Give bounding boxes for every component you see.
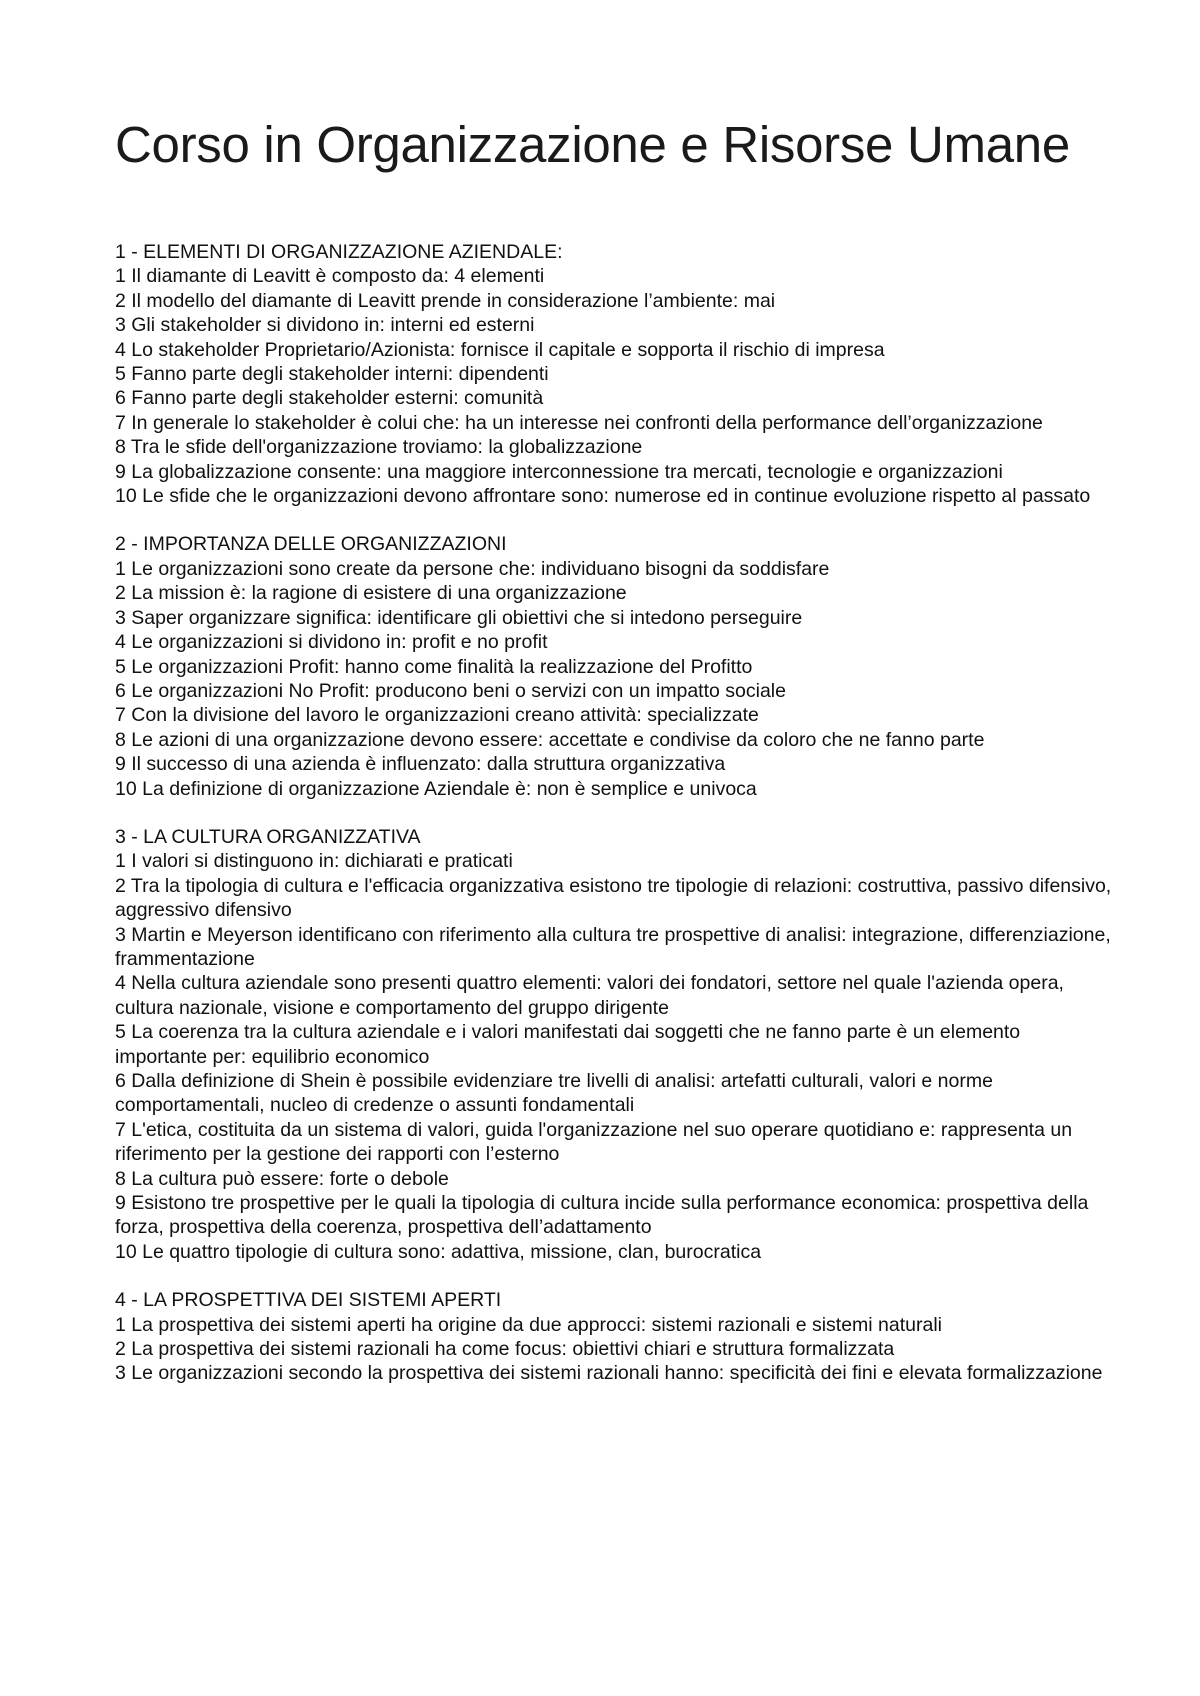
list-item: 2 La mission è: la ragione di esistere di una organizzazione <box>115 582 627 605</box>
list-item: 3 Martin e Meyerson identificano con riferimento alla cultura tre prospettive di analisi: integrazione, differenziazione, frammentazione <box>115 923 1111 970</box>
list-item: 5 Le organizzazioni Profit: hanno come finalità la realizzazione del Profitto <box>115 655 753 678</box>
list-item: 3 Gli stakeholder si dividono in: interni ed esterni <box>115 314 535 337</box>
section-heading: 2 - IMPORTANZA DELLE ORGANIZZAZIONI <box>115 533 507 556</box>
list-item: 10 La definizione di organizzazione Aziendale è: non è semplice e univoca <box>115 777 757 800</box>
list-item: 5 Fanno parte degli stakeholder interni: dipendenti <box>115 363 549 386</box>
list-item: 8 Le azioni di una organizzazione devono essere: accettate e condivise da coloro che ne fanno parte <box>115 728 985 751</box>
list-item: 9 Il successo di una azienda è influenzato: dalla struttura organizzativa <box>115 753 726 776</box>
list-item: 1 I valori si distinguono in: dichiarati e praticati <box>115 850 513 873</box>
list-item: 2 Tra la tipologia di cultura e l'efficacia organizzativa esistono tre tipologie di relazioni: costruttiva, passivo difensivo, aggressivo difensivo <box>115 874 1112 922</box>
list-item: 2 La prospettiva dei sistemi razionali ha come focus: obiettivi chiari e struttura formalizzata <box>115 1338 895 1361</box>
list-item: 5 La coerenza tra la cultura aziendale e i valori manifestati dai soggetti che ne fanno parte è un elemento importante per: equilibrio economico <box>115 1021 1021 1068</box>
section-heading: 3 - LA CULTURA ORGANIZZATIVA <box>115 825 421 848</box>
list-item: 3 Le organizzazioni secondo la prospettiva dei sistemi razionali hanno: specificità dei fini e elevata formalizzazione <box>115 1362 1103 1385</box>
list-item: 1 Il diamante di Leavitt è composto da: 4 elementi <box>115 265 545 288</box>
list-item: 9 Esistono tre prospettive per le quali la tipologia di cultura incide sulla performance economica: prospettiva della forza, prospettiva della coerenza, prospettiva dell’adattamento <box>115 1192 1089 1239</box>
list-item: 9 La globalizzazione consente: una maggiore interconnessione tra mercati, tecnologie e organizzazioni <box>115 460 1003 483</box>
list-item: 7 In generale lo stakeholder è colui che: ha un interesse nei confronti della performance dell’organizzazione <box>115 411 1043 434</box>
list-item: 10 Le sfide che le organizzazioni devono affrontare sono: numerose ed in continue evoluzione rispetto al passato <box>115 485 1091 508</box>
list-item: 6 Fanno parte degli stakeholder esterni: comunità <box>115 387 544 410</box>
list-item: 8 Tra le sfide dell'organizzazione troviamo: la globalizzazione <box>115 436 643 459</box>
section-1 <box>115 240 1115 508</box>
list-item: 6 Le organizzazioni No Profit: producono beni o servizi con un impatto sociale <box>115 679 786 702</box>
list-item: 3 Saper organizzare significa: identificare gli obiettivi che si intedono perseguire <box>115 606 803 629</box>
section-heading: 1 - ELEMENTI DI ORGANIZZAZIONE AZIENDALE: <box>115 241 563 263</box>
page-title: Corso in Organizzazione e Risorse Umane <box>115 116 1070 173</box>
list-item: 7 Con la divisione del lavoro le organizzazioni creano attività: specializzate <box>115 704 759 727</box>
list-item: 6 Dalla definizione di Shein è possibile evidenziare tre livelli di analisi: artefatti culturali, valori e norme comportamentali, nucleo di credenze o assunti fondamentali <box>115 1070 993 1117</box>
list-item: 7 L'etica, costituita da un sistema di valori, guida l'organizzazione nel suo operare quotidiano e: rappresenta un riferimento per la gestione dei rapporti con l’esterno <box>115 1118 1073 1166</box>
list-item: 4 Lo stakeholder Proprietario/Azionista: fornisce il capitale e sopporta il rischio di impresa <box>115 338 885 361</box>
section-3 <box>115 825 1115 1264</box>
section-heading: 4 - LA PROSPETTIVA DEI SISTEMI APERTI <box>115 1289 502 1312</box>
list-item: 1 Le organizzazioni sono create da persone che: individuano bisogni da soddisfare <box>115 557 830 580</box>
document-page <box>115 112 1115 1410</box>
section-2 <box>115 532 1115 800</box>
list-item: 10 Le quattro tipologie di cultura sono: adattiva, missione, clan, burocratica <box>115 1240 762 1263</box>
list-item: 1 La prospettiva dei sistemi aperti ha origine da due approcci: sistemi razionali e sistemi naturali <box>115 1313 942 1336</box>
section-4 <box>115 1288 1115 1386</box>
list-item: 2 Il modello del diamante di Leavitt prende in considerazione l’ambiente: mai <box>115 289 776 312</box>
list-item: 8 La cultura può essere: forte o debole <box>115 1167 449 1190</box>
list-item: 4 Le organizzazioni si dividono in: profit e no profit <box>115 631 548 654</box>
sections-container <box>115 240 1115 1386</box>
list-item: 4 Nella cultura aziendale sono presenti quattro elementi: valori dei fondatori, settore nel quale l'azienda opera, cultura nazionale, visione e comportamento del gruppo dirigente <box>115 972 1064 1019</box>
